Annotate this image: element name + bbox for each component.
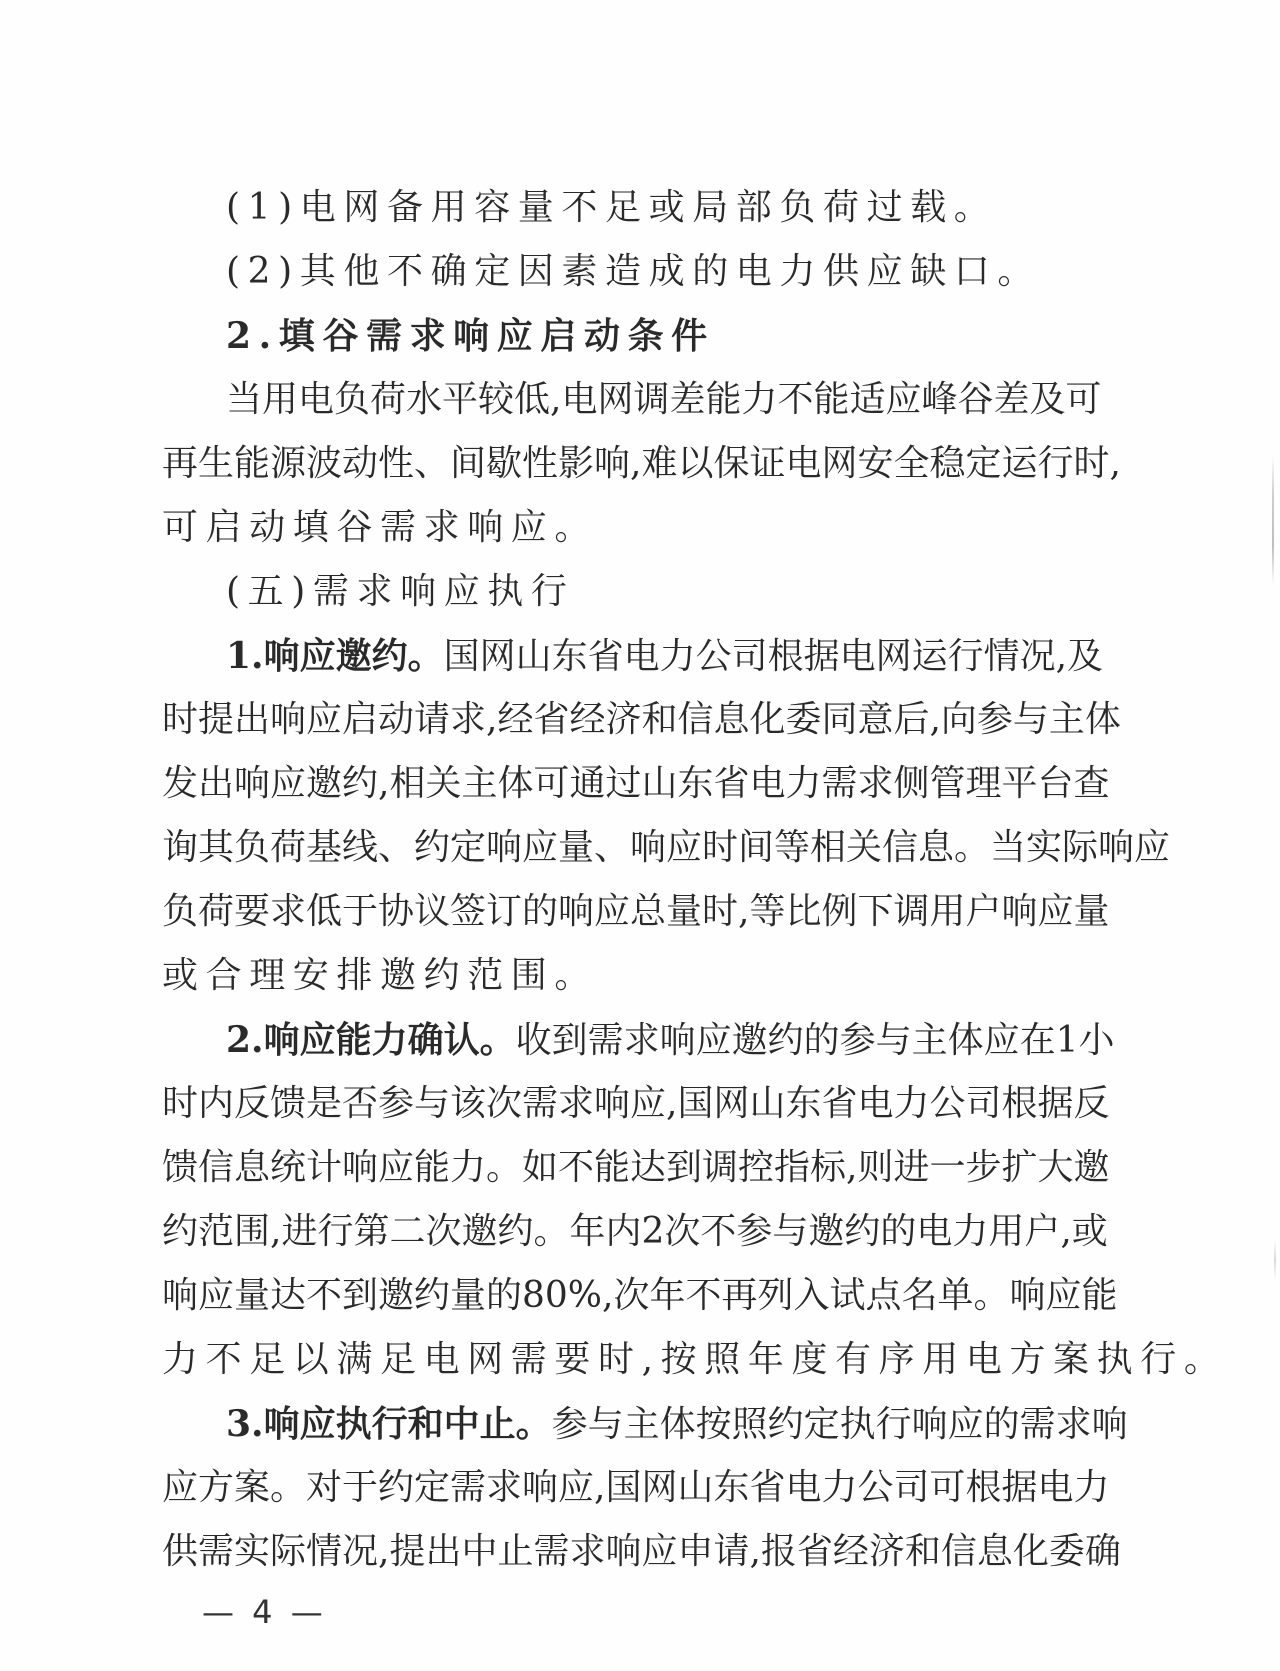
- paragraph-line: [226, 632, 1104, 680]
- paragraph-line: 时提出响应启动请求,经省经济和信息化委同意后,向参与主体: [162, 699, 1121, 740]
- paragraph-line: 力不足以满足电网需要时,按照年度有序用电方案执行。: [162, 1339, 1228, 1380]
- paragraph-line: 发出响应邀约,相关主体可通过山东省电力需求侧管理平台查: [162, 763, 1110, 804]
- paragraph-line: 负荷要求低于协议签订的响应总量时,等比例下调用户响应量: [162, 891, 1110, 932]
- paragraph-line: 时内反馈是否参与该次需求响应,国网山东省电力公司根据反: [162, 1083, 1110, 1124]
- paragraph-line: 馈信息统计响应能力。如不能达到调控指标,则进一步扩大邀: [162, 1147, 1110, 1188]
- item-text: 收到需求响应邀约的参与主体应在1小: [515, 1020, 1115, 1061]
- list-item-1: (1)电网备用容量不足或局部负荷过载。: [226, 187, 998, 228]
- scan-edge-mark: [1274, 1240, 1276, 1280]
- item-lead: 3.响应执行和中止。: [226, 1403, 552, 1445]
- paragraph-line: 应方案。对于约定需求响应,国网山东省电力公司可根据电力: [162, 1467, 1110, 1508]
- page-number: — 4 —: [202, 1593, 327, 1631]
- paragraph-line: [226, 1016, 1115, 1064]
- paragraph-line: 或合理安排邀约范围。: [162, 955, 599, 996]
- paragraph-line: 当用电负荷水平较低,电网调差能力不能适应峰谷差及可: [226, 379, 1102, 420]
- paragraph-line: [226, 1400, 1128, 1448]
- item-text: 参与主体按照约定执行响应的需求响: [551, 1404, 1128, 1445]
- paragraph-line: 询其负荷基线、约定响应量、响应时间等相关信息。当实际响应: [162, 827, 1171, 868]
- list-item-2: (2)其他不确定因素造成的电力供应缺口。: [226, 251, 1041, 292]
- subsection-heading: (五)需求响应执行: [226, 571, 575, 612]
- paragraph-line: 再生能源波动性、间歇性影响,难以保证电网安全稳定运行时,: [162, 443, 1121, 484]
- paragraph-line: 可启动填谷需求响应。: [162, 507, 599, 548]
- paragraph-line: 响应量达不到邀约量的80%,次年不再列入试点名单。响应能: [162, 1275, 1118, 1316]
- paragraph-line: 供需实际情况,提出中止需求响应申请,报省经济和信息化委确: [162, 1531, 1121, 1572]
- section-heading: 2.填谷需求响应启动条件: [226, 315, 715, 357]
- item-lead: 1.响应邀约。: [226, 635, 444, 677]
- scan-edge-mark: [1272, 455, 1274, 585]
- item-lead: 2.响应能力确认。: [226, 1019, 516, 1061]
- paragraph-line: 约范围,进行第二次邀约。年内2次不参与邀约的电力用户,或: [162, 1211, 1108, 1252]
- item-text: 国网山东省电力公司根据电网运行情况,及: [443, 636, 1104, 677]
